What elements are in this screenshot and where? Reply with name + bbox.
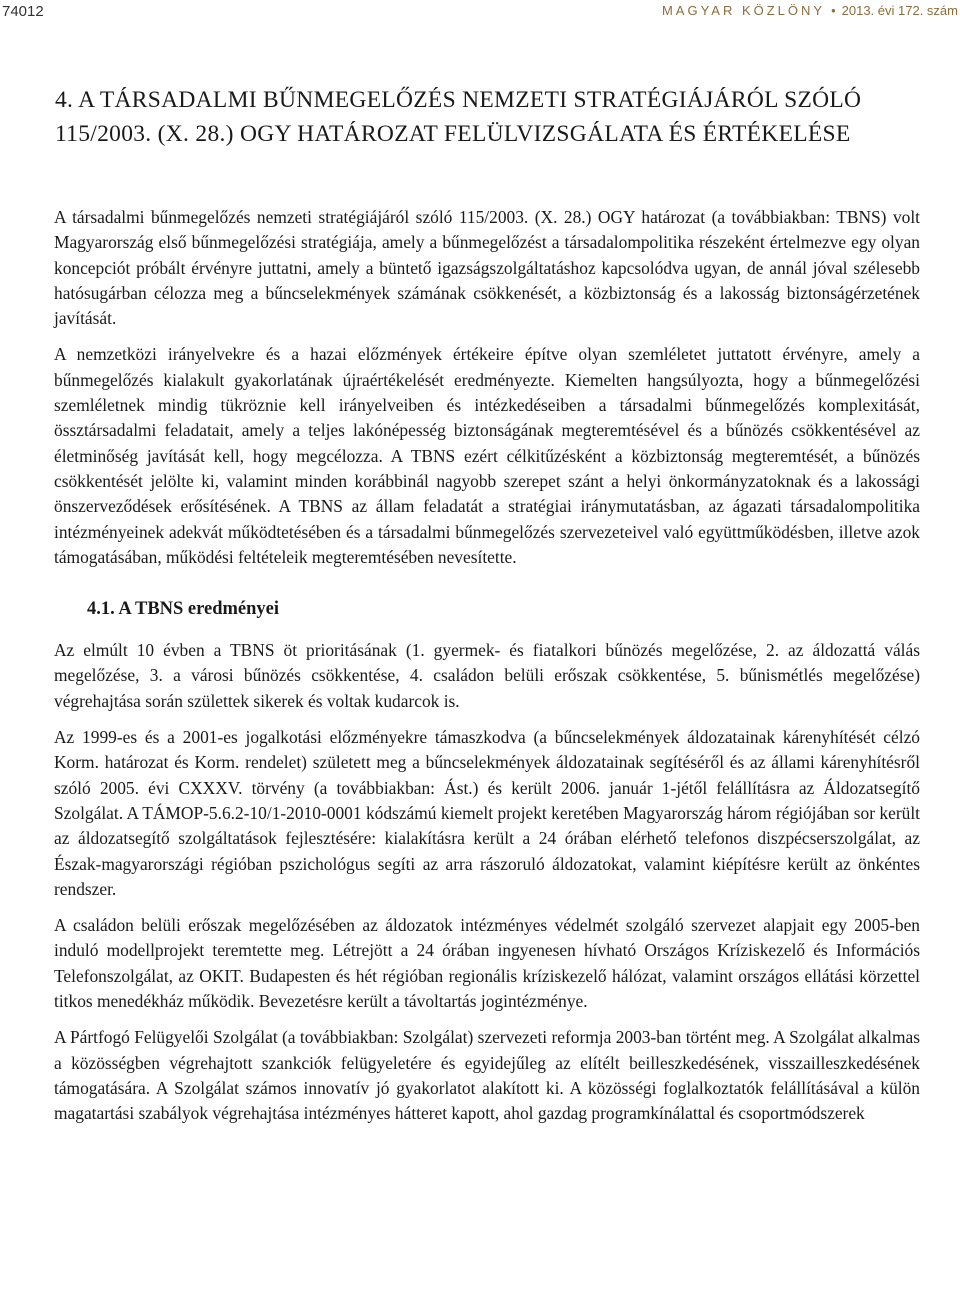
subsection-title: 4.1. A TBNS eredményei (87, 599, 280, 620)
running-header (0, 0, 960, 24)
journal-name: MAGYAR KÖZLÖNY (661, 3, 826, 18)
separator-dot: • (831, 3, 836, 18)
paragraph: A Pártfogó Felügyelői Szolgálat (a továbbiakban: Szolgálat) szervezeti reformja 2003-ban történt meg. A Szolgálat alkalmas a közösségben végrehajtott szankciók felügyeletére és egyidejűleg az elítélt beilleszkedésének, visszailleszkedésének támogatására. A Szolgálat számos innovatív jó gyakorlatot alakított ki. A közösségi foglalkoztatók felállításával a külön magatartási szabályok végrehajtása intézményes hátteret kapott, ahol gazdag programkínálattal és csoportmódszerek (54, 1027, 920, 1124)
issue-info: 2013. évi 172. szám (841, 3, 958, 18)
paragraph: A nemzetközi irányelvekre és a hazai előzmények értékeire építve olyan szemléletet juttatott érvényre, amely a bűnmegelőzés kialakult gyakorlatának újraértékelését eredményezte. Kiemelten hangsúlyozta, hogy a bűnmegelőzési szemléletnek mindig tükröznie kell irányelveiben és intézkedéseiben a társadalmi bűnmegelőzés komplexitását, össztársadalmi feladatait, amely a teljes lakónépesség biztonságának megteremtésével és a bűnözés csökkentésével az életminőség javítását kell, hogy megcélozza. A TBNS ezért célkitűzésként a közbiztonság megteremtését, a bűnözés csökkentését jelölte ki, valamint minden korábbinál nagyobb szerepet szánt a helyi önkormányzatoknak és a lakossági önszerveződések erősítésének. A TBNS az állam feladatát a stratégiai iránymutatásban, az ágazati társadalompolitika intézményeinek adekvát működtetésében és a társadalmi bűnmegelőzés szervezeteivel való együttműködésben, illetve azok támogatásában, működési feltételeik megteremtésében nevesítette. (54, 344, 920, 567)
paragraph: Az elmúlt 10 évben a TBNS öt prioritásának (1. gyermek- és fiatalkori bűnözés megelőzése, 2. az áldozattá válás megelőzése, 3. a városi bűnözés csökkentése, 4. családon belüli erőszak csökkentése, 5. bűnismétlés megelőzése) végrehajtása során születtek sikerek és voltak kudarcok is. (54, 640, 920, 711)
document-body (54, 205, 920, 1138)
page-number: 74012 (2, 3, 44, 20)
section-title: 4. A TÁRSADALMI BŰNMEGELŐZÉS NEMZETI STRATÉGIÁJÁRÓL SZÓLÓ 115/2003. (X. 28.) OGY HATÁROZAT FELÜLVIZSGÁLATA ÉS ÉRTÉKELÉSE (55, 87, 862, 147)
journal-info (662, 3, 958, 18)
paragraph: A társadalmi bűnmegelőzés nemzeti stratégiájáról szóló 115/2003. (X. 28.) OGY határozat (a továbbiakban: TBNS) volt Magyarország első bűnmegelőzési stratégiája, amely a bűnmegelőzést a társadalompolitika részeként értelmezve egy olyan koncepciót próbált érvényre juttatni, amely a büntető igazságszolgáltatáshoz kapcsolódva ugyan, de annál jóval szélesebb hatósugárban célozza meg a bűncselekmények számának csökkenését, a közbiztonság és a lakosság biztonságérzetének javítását. (54, 207, 920, 329)
paragraph: A családon belüli erőszak megelőzésében az áldozatok intézményes védelmét szolgáló szervezet alapjait egy 2005-ben induló modellprojekt teremtette meg. Létrejött a 24 órában ingyenesen hívható Országos Kríziskezelő és Információs Telefonszolgálat, az OKIT. Budapesten és hét régióban regionális kríziskezelő hálózat, valamint országos ellátási körzettel titkos menedékház működik. Bevezetésre került a távoltartás jogintézménye. (54, 915, 920, 1012)
paragraph: Az 1999-es és a 2001-es jogalkotási előzményekre támaszkodva (a bűncselekmények áldozatainak kárenyhítését célzó Korm. határozat és Korm. rendelet) született meg a bűncselekmények áldozatainak segítéséről és az állami kárenyhítésről szóló 2005. évi CXXXV. törvény (a továbbiakban: Ást.) és került 2006. január 1-jétől felállításra az Áldozatsegítő Szolgálat. A TÁMOP-5.6.2-10/1-2010-0001 kódszámú kiemelt projekt keretében Magyarország három régiójában sor került az áldozatsegítő szolgáltatások fejlesztésére: kialakításra került a 24 órában elérhető telefonos diszpécserszolgálat, az Észak-magyarországi régióban pszichológus segíti az arra rászoruló áldozatokat, valamint kiépítésre került az önkéntes rendszer. (54, 727, 920, 899)
